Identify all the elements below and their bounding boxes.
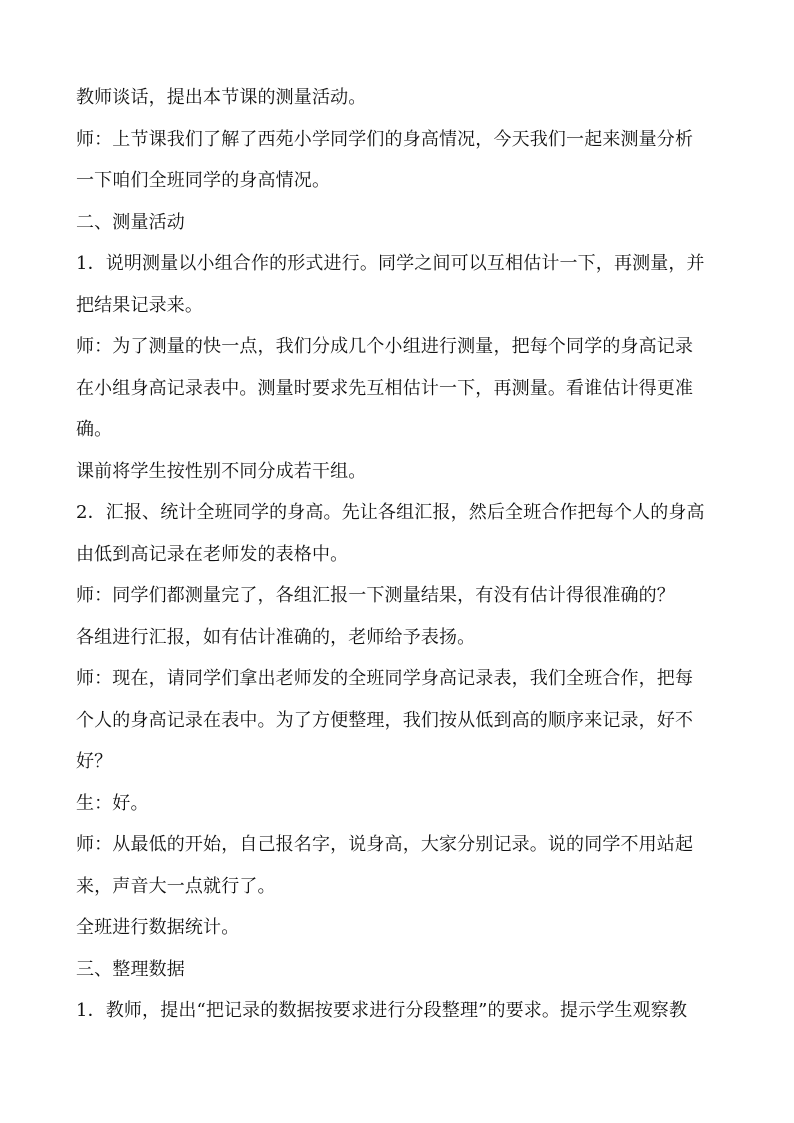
text-line: 师：上节课我们了解了西苑小学同学们的身高情况，今天我们一起来测量分析 (76, 128, 694, 150)
text-line: 个人的身高记录在表中。为了方便整理，我们按从低到高的顺序来记录，好不 (76, 709, 694, 731)
document-body (76, 77, 724, 1032)
text-line: 确。 (76, 419, 113, 440)
section-heading: 二、测量活动 (76, 211, 185, 233)
text-line: 师：同学们都测量完了，各组汇报一下测量结果，有没有估计得很准确的？ (76, 585, 675, 606)
text-line: 一下咱们全班同学的身高情况。 (76, 170, 331, 191)
text-line: 由低到高记录在老师发的表格中。 (76, 543, 349, 565)
section-heading: 三、整理数据 (76, 958, 185, 980)
text-line: 生：好。 (76, 792, 149, 814)
text-line: 1．说明测量以小组合作的形式进行。同学之间可以互相估计一下，再测量，并 (76, 253, 705, 274)
text-line: 师：现在，请同学们拿出老师发的全班同学身高记录表，我们全班合作，把每 (76, 668, 694, 689)
text-line: 课前将学生按性别不同分成若干组。 (76, 460, 367, 482)
text-line: 教师谈话，提出本节课的测量活动。 (76, 87, 367, 108)
text-line: 2．汇报、统计全班同学的身高。先让各组汇报，然后全班合作把每个人的身高 (76, 502, 705, 523)
text-line: 把结果记录来。 (76, 294, 204, 316)
text-line: 全班进行数据统计。 (76, 917, 240, 938)
text-line: 各组进行汇报，如有估计准确的，老师给予表扬。 (76, 626, 476, 648)
text-line: 在小组身高记录表中。测量时要求先互相估计一下，再测量。看谁估计得更准 (76, 377, 694, 399)
text-line: 好？ (76, 751, 113, 772)
text-line: 1．教师，提出“把记录的数据按要求进行分段整理”的要求。提示学生观察教 (76, 1000, 688, 1021)
text-line: 师：为了测量的快一点，我们分成几个小组进行测量，把每个同学的身高记录 (76, 336, 694, 357)
text-line: 来，声音大一点就行了。 (76, 875, 276, 897)
text-line: 师：从最低的开始，自己报名字，说身高，大家分别记录。说的同学不用站起 (76, 834, 694, 855)
